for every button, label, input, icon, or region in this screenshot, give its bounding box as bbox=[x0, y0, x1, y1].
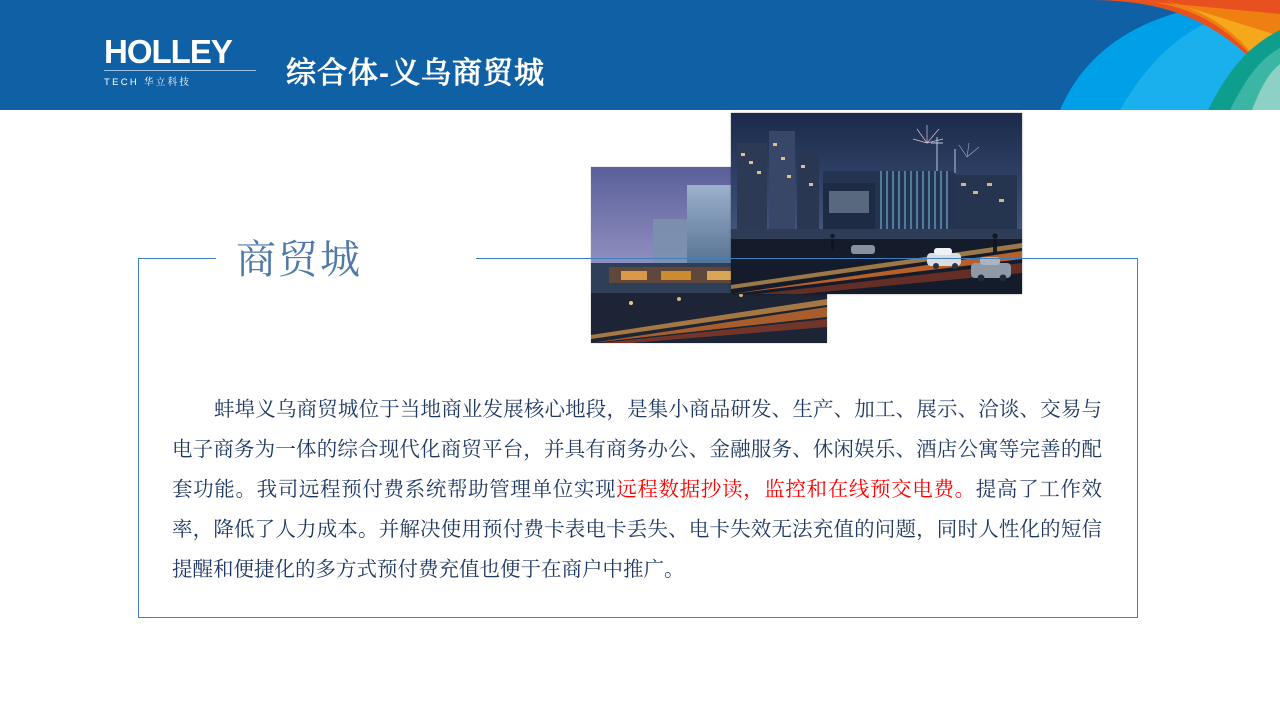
slide-header bbox=[0, 0, 1280, 110]
logo-divider bbox=[104, 70, 256, 71]
paragraph-part-1: 蚌埠义乌商贸城位于当地商业发展核心地段，是集小商品研发、生产、加工、展示、洽谈、交易与电子商务为一体的综合现代化商贸平台，并具有商务办公、金融服务、休闲娱乐、酒店公寓等完善的配套功能。我司远程预付费系统帮助管理单位实现 bbox=[172, 398, 1102, 501]
logo-subtitle: TECH 华立科技 bbox=[104, 77, 192, 88]
section-title: 商贸城 bbox=[236, 238, 362, 282]
paragraph-part-2: 提高了工作效率，降低了人力成本。并解决使用预付费卡表电卡丢失、电卡失效无法充值的问题，同时人性化的短信提醒和便捷化的多方式预付费充值也便于在商户中推广。 bbox=[172, 478, 1103, 581]
page-title: 综合体-义乌商贸城 bbox=[286, 57, 545, 90]
paragraph-highlight: 远程数据抄读，监控和在线预交电费。 bbox=[616, 478, 976, 501]
logo-wordmark: HOLLEY bbox=[104, 33, 232, 70]
header-decorative-swoosh bbox=[760, 0, 1280, 110]
body-paragraph bbox=[172, 390, 1102, 590]
holley-logo bbox=[104, 33, 264, 88]
